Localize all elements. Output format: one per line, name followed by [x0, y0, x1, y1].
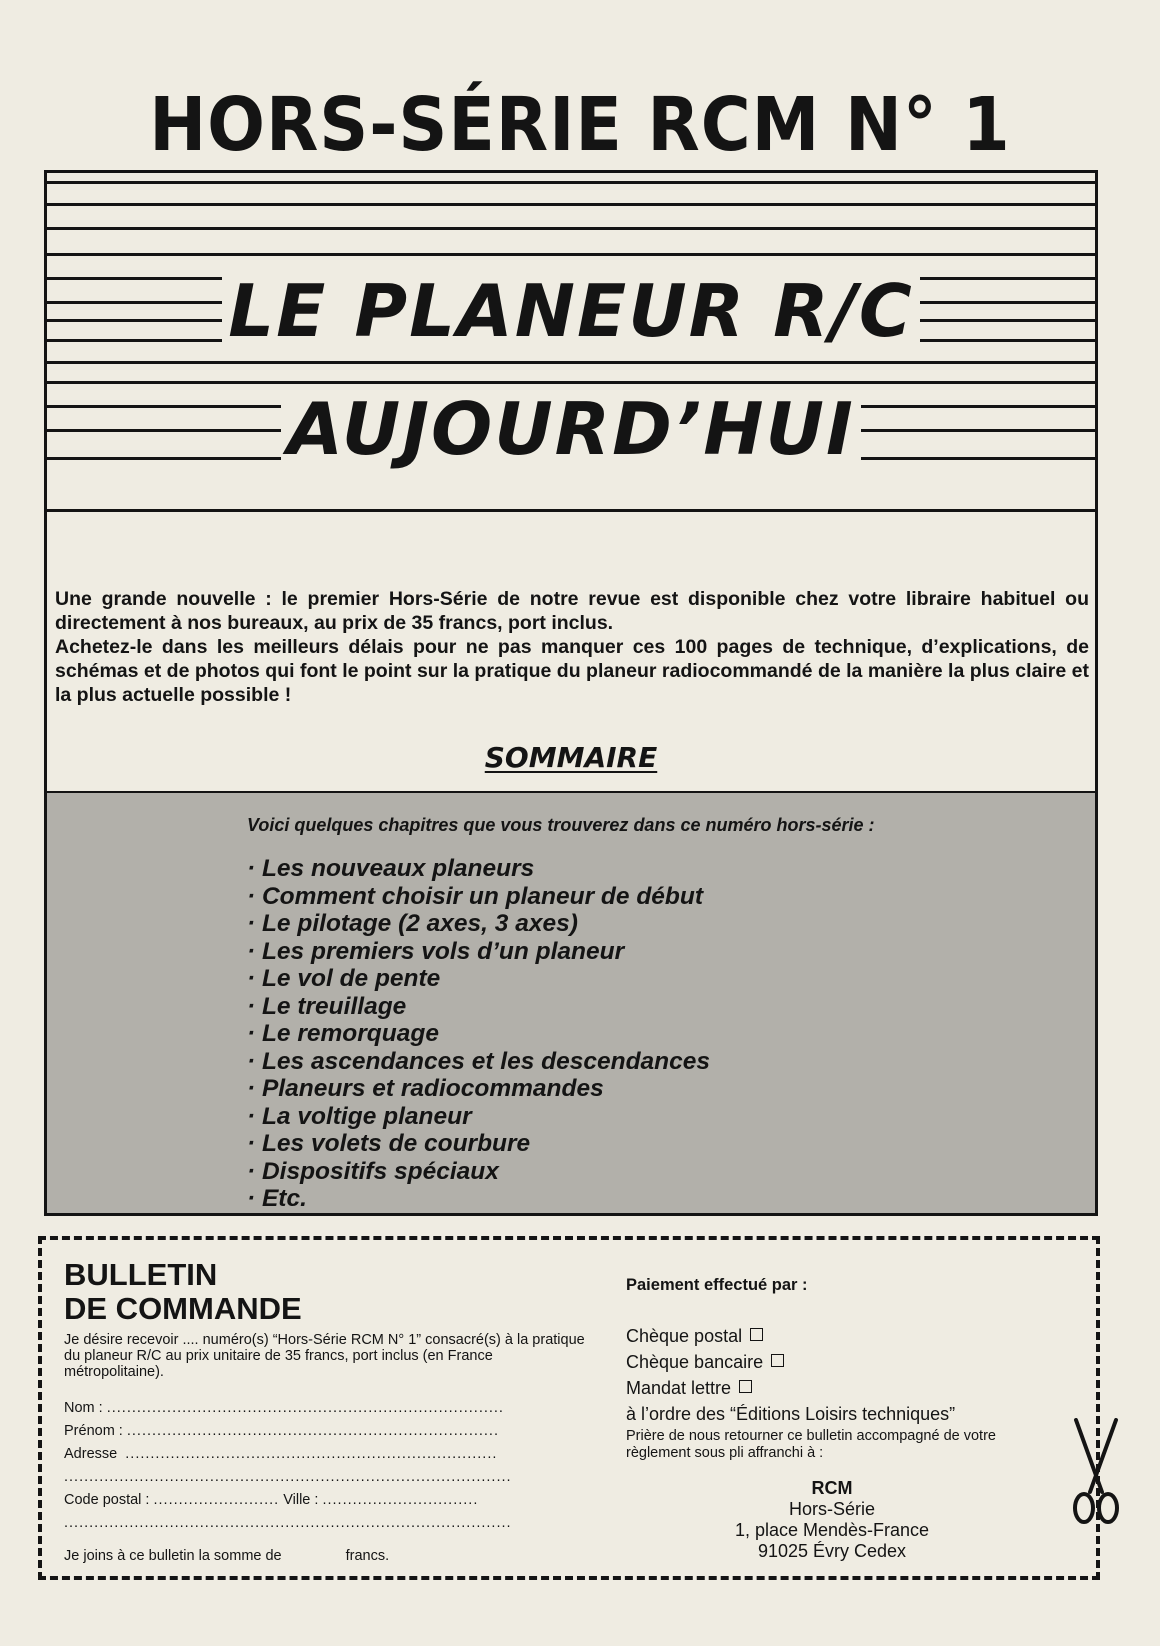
staff-line — [47, 361, 1095, 364]
address-name: RCM — [811, 1478, 853, 1498]
order-form-text: Je désire recevoir .... numéro(s) “Hors-Série RCM N° 1” consacré(s) à la pratique du planeur R/C au prix unitaire de 35 francs, port inclus (en France métropolitaine). — [64, 1332, 585, 1380]
headline: HORS-SÉRIE RCM N° 1 — [149, 82, 1011, 168]
chapter-item: · Planeurs et radiocommandes — [247, 1075, 604, 1102]
checkbox[interactable] — [771, 1354, 784, 1367]
postal-code-field[interactable]: Code postal : ......................... Ville : ............................... — [64, 1492, 479, 1508]
scissors-icon — [1068, 1418, 1124, 1528]
payment-option-postal-check[interactable]: Chèque postal — [626, 1326, 763, 1347]
staff-line — [47, 227, 1095, 230]
order-form — [38, 1236, 1100, 1580]
address-line: 91025 Évry Cedex — [757, 1541, 907, 1561]
address-line: 1, place Mendès-France — [734, 1520, 930, 1540]
chapter-item: · Le remorquage — [247, 1020, 439, 1047]
intro-paragraph: Une grande nouvelle : le premier Hors-Série de notre revue est disponible chez votre libraire habituel ou directement à nos bureaux, au prix de 35 francs, port inclus. — [55, 588, 1089, 634]
intro-text — [55, 587, 1089, 707]
payment-option-bank-check[interactable]: Chèque bancaire — [626, 1352, 784, 1373]
order-form-title — [64, 1258, 302, 1326]
staff-line — [47, 203, 1095, 206]
chapter-item: · Les ascendances et les descendances — [247, 1047, 711, 1075]
contents-intro: Voici quelques chapitres que vous trouverez dans ce numéro hors-série : — [247, 815, 875, 835]
chapter-item: · Etc. — [247, 1185, 307, 1212]
order-form-title-line: BULLETIN — [64, 1257, 218, 1292]
chapter-list — [247, 855, 710, 1213]
contents-panel — [47, 791, 1095, 1213]
main-announcement-box — [44, 170, 1098, 1216]
chapter-item: · Le pilotage (2 axes, 3 axes) — [247, 910, 578, 937]
intro-paragraph: Achetez-le dans les meilleurs délais pour ne pas manquer ces 100 pages de technique, d’explications, de schémas et de photos qui font le point sur la pratique du planeur radiocommandé de la manière la plus claire et la plus actuelle possible ! — [55, 636, 1089, 706]
order-form-title-line: DE COMMANDE — [64, 1291, 302, 1326]
return-note: Prière de nous retourner ce bulletin accompagné de votre règlement sous pli affranchi à : — [626, 1428, 996, 1461]
payment-order-of: à l’ordre des “Éditions Loisirs techniques” — [626, 1404, 956, 1424]
address-line: Hors-Série — [788, 1499, 876, 1519]
chapter-item: · Le treuillage — [247, 992, 407, 1020]
payment-option-money-order[interactable]: Mandat lettre — [626, 1378, 752, 1399]
amount-field[interactable]: Je joins à ce bulletin la somme de francs. — [64, 1548, 390, 1564]
first-name-field[interactable]: Prénom : .......................................................................... — [64, 1423, 499, 1439]
francs-label: francs. — [345, 1548, 390, 1564]
name-field[interactable]: Nom : ............................................................................... — [64, 1400, 504, 1416]
chapter-item: · Les premiers vols d’un planeur — [247, 937, 625, 965]
chapter-item: · La voltige planeur — [247, 1102, 472, 1130]
checkbox[interactable] — [739, 1380, 752, 1393]
city-label: Ville : — [283, 1492, 319, 1508]
chapter-item: · Comment choisir un planeur de début — [247, 882, 704, 910]
address-field-continued[interactable]: ......................................................................................... — [64, 1469, 512, 1485]
sommaire-heading: SOMMAIRE — [484, 741, 658, 774]
chapter-item: · Les volets de courbure — [247, 1130, 531, 1157]
staff-line — [47, 253, 1095, 256]
main-title-line-2: AUJOURD’HUI — [47, 393, 1095, 465]
chapter-item: · Le vol de pente — [247, 965, 441, 992]
chapter-item: · Les nouveaux planeurs — [247, 855, 535, 882]
checkbox[interactable] — [750, 1328, 763, 1341]
address-extra-field[interactable]: ......................................................................................... — [64, 1515, 512, 1531]
chapter-item: · Dispositifs spéciaux — [247, 1157, 499, 1185]
staff-line — [47, 181, 1095, 184]
staff-line — [47, 381, 1095, 384]
payment-title: Paiement effectué par : — [626, 1276, 808, 1294]
mailing-address — [702, 1478, 962, 1562]
main-title-line-1: LE PLANEUR R/C — [47, 275, 1095, 347]
staff-line — [47, 509, 1095, 512]
address-field[interactable]: Adresse .......................................................................... — [64, 1446, 498, 1462]
